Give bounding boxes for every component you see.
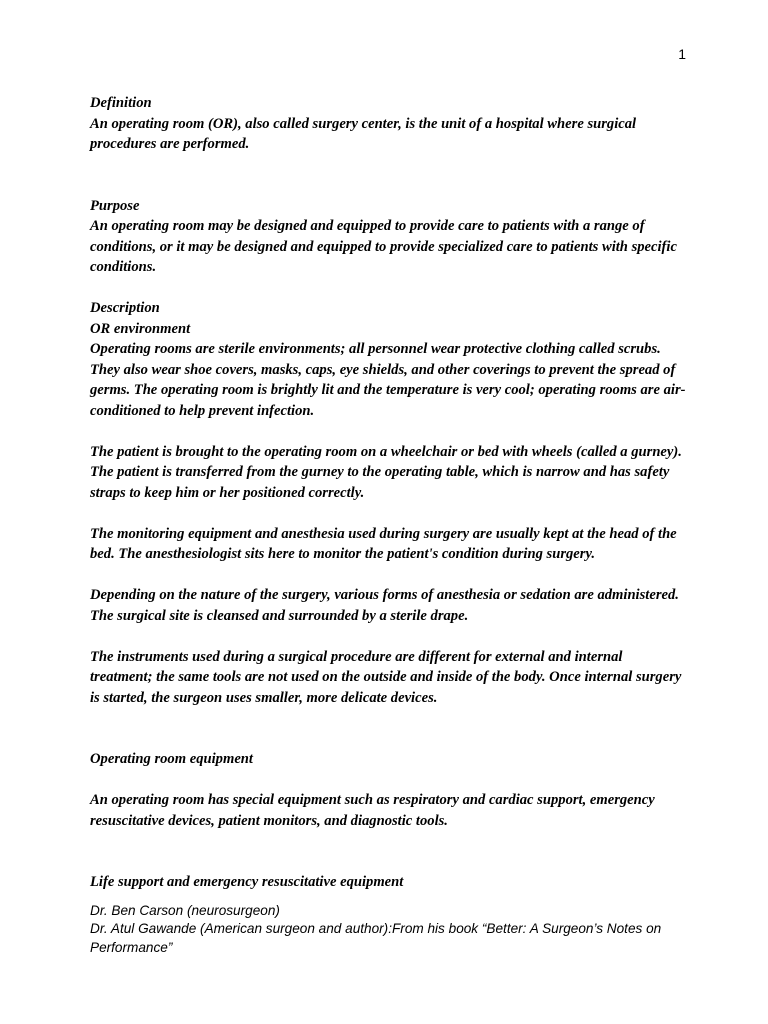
- spacer: [90, 626, 688, 647]
- spacer: [90, 565, 688, 586]
- equipment-heading: Operating room equipment: [90, 751, 253, 767]
- or-environment-subheading: OR environment: [90, 320, 191, 337]
- description-paragraph: Operating rooms are sterile environments; all personnel wear protective clothing called scrubs. They also wear shoe covers, masks, caps, eye shields, and other coverings to prevent the spread of germs. The operating room is brightly lit and the temperature is very cool; operating rooms are air-conditioned to help prevent infection.: [90, 341, 686, 419]
- description-paragraph: Depending on the nature of the surgery, various forms of anesthesia or sedation are administered. The surgical site is cleansed and surrounded by a sterile drape.: [90, 587, 679, 624]
- reference-line: Dr. Ben Carson (neurosurgeon): [90, 902, 280, 918]
- spacer: [90, 155, 688, 196]
- purpose-text: An operating room may be designed and equipped to provide care to patients with a range of conditions, or it may be designed and equipped to provide specialized care to patients with specific conditions.: [90, 218, 677, 275]
- document-body: [90, 93, 688, 957]
- description-paragraph: The patient is brought to the operating room on a wheelchair or bed with wheels (called a gurney). The patient is transferred from the gurney to the operating table, which is narrow and has safety straps to keep him or her positioned correctly.: [90, 443, 682, 501]
- purpose-heading: Purpose: [90, 197, 140, 214]
- spacer: [90, 421, 688, 442]
- spacer: [90, 831, 688, 872]
- description-paragraph: The monitoring equipment and anesthesia used during surgery are usually kept at the head of the bed. The anesthesiologist sits here to monitor the patient's condition during surgery.: [90, 525, 677, 562]
- equipment-text: An operating room has special equipment such as respiratory and cardiac support, emergency resuscitative devices, patient monitors, and diagnostic tools.: [90, 792, 655, 829]
- spacer: [90, 503, 688, 524]
- spacer: [90, 770, 688, 791]
- definition-text: An operating room (OR), also called surgery center, is the unit of a hospital where surgical procedures are performed.: [90, 115, 637, 152]
- description-paragraph: The instruments used during a surgical procedure are different for external and internal treatment; the same tools are not used on the outside and inside of the body. Once internal surgery is started, the surgeon uses smaller, more delicate devices.: [90, 648, 682, 706]
- spacer: [90, 278, 688, 299]
- definition-heading: Definition: [90, 95, 152, 111]
- page-number: 1: [678, 46, 686, 62]
- spacer: [90, 708, 688, 749]
- description-heading: Description: [90, 300, 160, 316]
- life-support-heading: Life support and emergency resuscitative equipment: [90, 874, 404, 890]
- reference-line: Dr. Atul Gawande (American surgeon and author):From his book “Better: A Surgeon’s Notes on Performance”: [90, 921, 662, 955]
